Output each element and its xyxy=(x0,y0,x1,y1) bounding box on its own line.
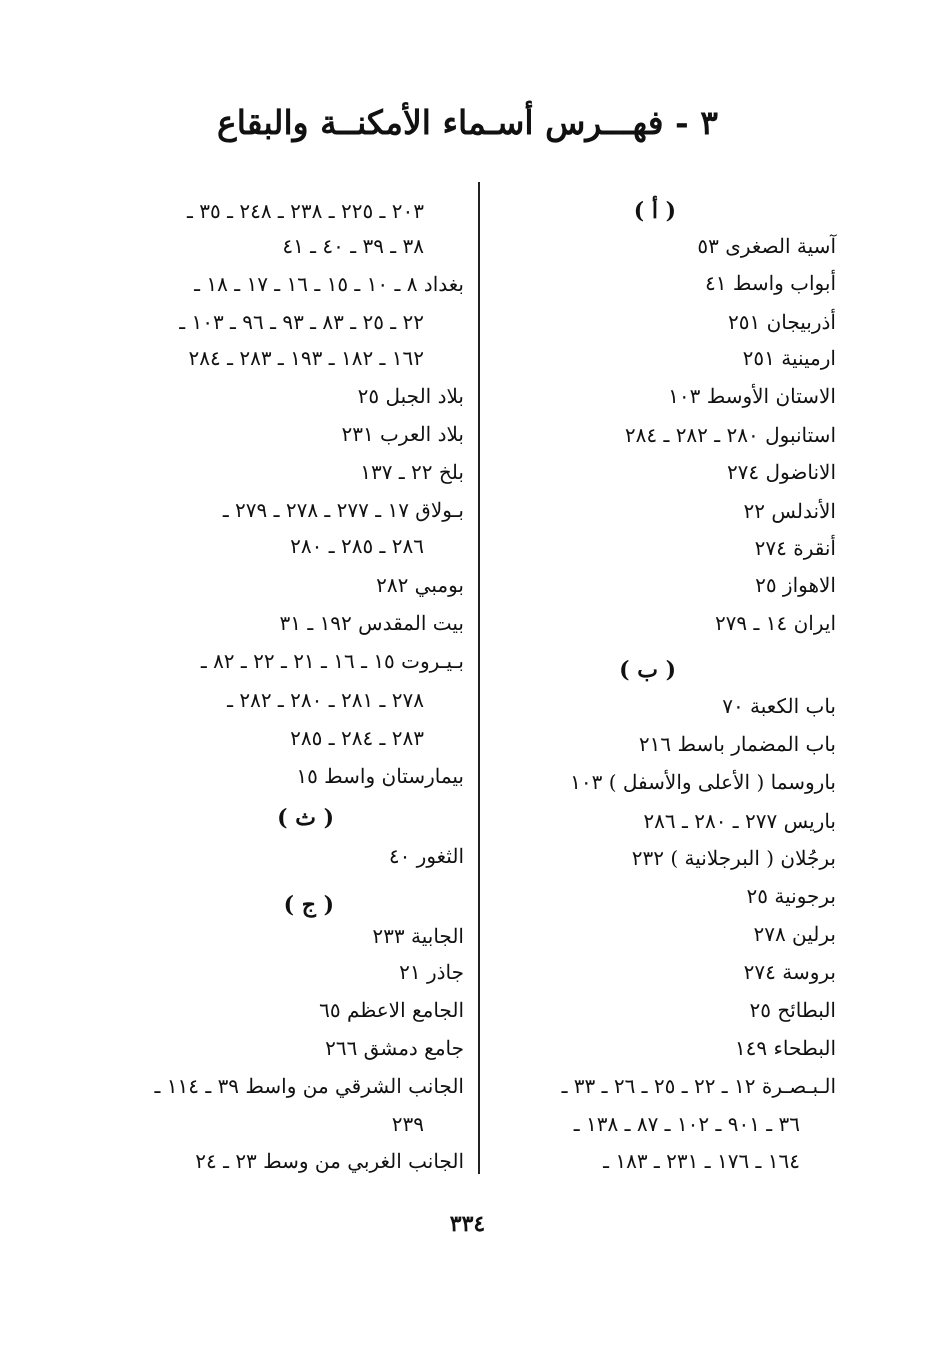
right-column xyxy=(486,0,836,1346)
entry-continuation-line: ٢٠٣ ـ ٢٢٥ ـ ٢٣٨ ـ ٢٤٨ ـ ٣٥ ـ xyxy=(187,199,424,223)
index-entry: بلاد الجبل ٢٥ xyxy=(357,384,464,408)
index-entry: بيت المقدس ١٩٢ ـ ٣١ xyxy=(279,611,464,635)
index-entry: بومبي ٢٨٢ xyxy=(376,573,464,597)
index-entry: بلخ ٢٢ ـ ١٣٧ xyxy=(360,460,464,484)
index-entry: باروسما ( الأعلى والأسفل ) ١٠٣ xyxy=(570,770,836,794)
index-entry: باريس ٢٧٧ ـ ٢٨٠ ـ ٢٨٦ xyxy=(643,809,836,833)
entry-continuation-line: ٢٧٨ ـ ٢٨١ ـ ٢٨٠ ـ ٢٨٢ ـ xyxy=(227,688,424,712)
index-entry: بروسة ٢٧٤ xyxy=(743,960,836,984)
column-divider xyxy=(478,182,480,1174)
index-entry: بـيـروت ١٥ ـ ١٦ ـ ٢١ ـ ٢٢ ـ ٨٢ ـ xyxy=(200,649,464,673)
index-entry: أذربيجان ٢٥١ xyxy=(727,310,836,334)
section-letter-heading: ( ث ) xyxy=(277,805,334,831)
entry-continuation-line: ٣٨ ـ ٣٩ ـ ٤٠ ـ ٤١ xyxy=(282,234,424,258)
index-entry: برلين ٢٧٨ xyxy=(753,922,836,946)
index-entry: الـبـصـرة ١٢ ـ ٢٢ ـ ٢٥ ـ ٢٦ ـ ٣٣ ـ xyxy=(561,1074,836,1098)
index-entry: برجُلان ( البرجلانية ) ٢٣٢ xyxy=(631,846,836,870)
index-entry: بغداد ٨ ـ ١٠ ـ ١٥ ـ ١٦ ـ ١٧ ـ ١٨ ـ xyxy=(194,272,464,296)
entry-continuation-line: ١٦٢ ـ ١٨٢ ـ ١٩٣ ـ ٢٨٣ ـ ٢٨٤ xyxy=(188,346,424,370)
index-entry: أنقرة ٢٧٤ xyxy=(754,536,836,560)
entry-continuation-line: ٢٨٦ ـ ٢٨٥ ـ ٢٨٠ xyxy=(290,534,424,558)
index-entry: الجانب الغربي من وسط ٢٣ ـ ٢٤ xyxy=(195,1149,464,1173)
index-entry: بـولاق ١٧ ـ ٢٧٧ ـ ٢٧٨ ـ ٢٧٩ ـ xyxy=(222,498,464,522)
left-column xyxy=(112,0,464,1346)
index-entry: الثغور ٤٠ xyxy=(388,844,464,868)
index-entry: آسية الصغرى ٥٣ xyxy=(697,234,836,258)
entry-continuation-line: ٢٢ ـ ٢٥ ـ ٨٣ ـ ٩٣ ـ ٩٦ ـ ١٠٣ ـ xyxy=(179,310,424,334)
index-entry: ارمينية ٢٥١ xyxy=(742,346,836,370)
index-entry: أبواب واسط ٤١ xyxy=(705,271,836,295)
entry-continuation-line: ١٦٤ ـ ١٧٦ ـ ٢٣١ ـ ١٨٣ ـ xyxy=(603,1149,800,1173)
index-entry: بلاد العرب ٢٣١ xyxy=(341,422,464,446)
section-letter-heading: ( ج ) xyxy=(283,892,334,918)
index-entry: الاهواز ٢٥ xyxy=(755,573,836,597)
index-entry: الأندلس ٢٢ xyxy=(743,499,836,523)
index-entry: جاذر ٢١ xyxy=(399,960,464,984)
index-entry: الجانب الشرقي من واسط ٣٩ ـ ١١٤ ـ xyxy=(154,1074,464,1098)
section-letter-heading: ( أ ) xyxy=(633,198,676,224)
index-entry: الجابية ٢٣٣ xyxy=(372,924,464,948)
index-entry: البطحاء ١٤٩ xyxy=(734,1036,836,1060)
entry-continuation-line: ٢٣٩ xyxy=(391,1112,424,1136)
page-title: ٣ - فهـــرس أسـماء الأمكنــة والبقاع xyxy=(217,103,718,142)
section-letter-heading: ( ب ) xyxy=(619,657,676,683)
index-entry: استانبول ٢٨٠ ـ ٢٨٢ ـ ٢٨٤ xyxy=(624,423,836,447)
page-number: ٣٣٤ xyxy=(449,1211,486,1237)
index-entry: الجامع الاعظم ٦٥ xyxy=(319,998,464,1022)
index-entry: البطائح ٢٥ xyxy=(749,998,836,1022)
index-entry: بيمارستان واسط ١٥ xyxy=(296,764,464,788)
entry-continuation-line: ٣٦ ـ ٩٠١ ـ ١٠٢ ـ ٨٧ ـ ١٣٨ ـ xyxy=(573,1112,800,1136)
index-entry: الاستان الأوسط ١٠٣ xyxy=(668,384,836,408)
index-entry: ايران ١٤ ـ ٢٧٩ xyxy=(714,611,836,635)
entry-continuation-line: ٢٨٣ ـ ٢٨٤ ـ ٢٨٥ xyxy=(290,726,424,750)
index-entry: باب المضمار باسط ٢١٦ xyxy=(638,732,836,756)
index-entry: الاناضول ٢٧٤ xyxy=(726,460,836,484)
index-entry: باب الكعبة ٧٠ xyxy=(722,694,836,718)
index-entry: برجونية ٢٥ xyxy=(746,884,836,908)
index-entry: جامع دمشق ٢٦٦ xyxy=(325,1036,464,1060)
